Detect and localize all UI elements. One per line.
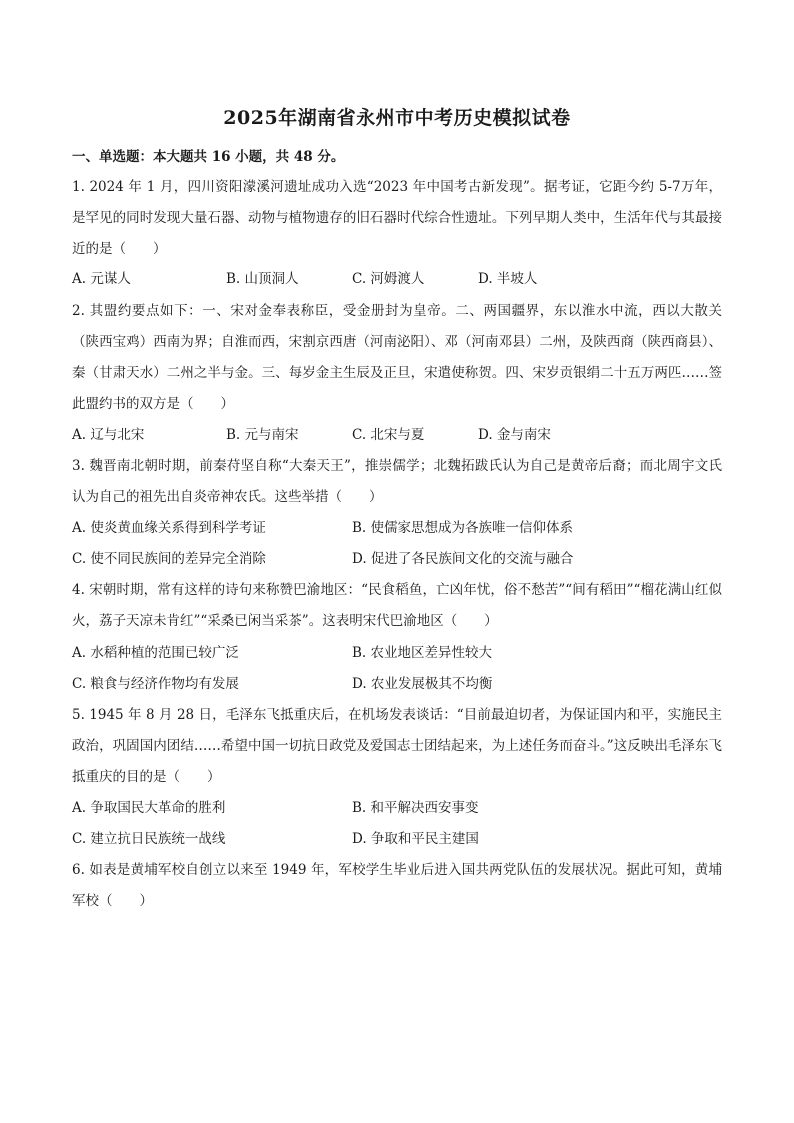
q3-option-d: D. 促进了各民族间文化的交流与融合: [352, 551, 574, 567]
q4-option-a: A. 水稻种植的范围已较广泛: [72, 645, 239, 661]
q2-option-d: D. 金与南宋: [478, 427, 551, 443]
section-heading: 一、单选题：本大题共 16 小题，共 48 分。: [72, 149, 345, 165]
q5-option-a: A. 争取国民大革命的胜利: [72, 800, 226, 816]
q4-option-c: C. 粮食与经济作物均有发展: [72, 676, 239, 692]
question-3-stem: 3. 魏晋南北朝时期，前秦苻坚自称“大秦天王”，推崇儒学；北魏拓跋氏认为自己是黄帝后裔；而北周宇文氏认为自己的祖先出自炎帝神农氏。这些举措（ ）: [72, 458, 722, 505]
q1-option-a: A. 元谋人: [72, 271, 131, 287]
question-5-stem: 5. 1945 年 8 月 28 日，毛泽东飞抵重庆后，在机场发表谈话：“目前最迫切者，为保证国内和平，实施民主政治，巩固国内团结……希望中国一切抗日政党及爱国志士团结起来，为上述任务而奋斗。”这反映出毛泽东飞抵重庆的目的是（ ）: [72, 707, 722, 785]
q2-option-b: B. 元与南宋: [226, 427, 299, 443]
question-6-stem: 6. 如表是黄埔军校自创立以来至 1949 年，军校学生毕业后进入国共两党队伍的发展状况。据此可知，黄埔军校（ ）: [72, 862, 722, 909]
q1-option-d: D. 半坡人: [478, 271, 538, 287]
q4-option-b: B. 农业地区差异性较大: [352, 645, 493, 661]
q2-option-c: C. 北宋与夏: [352, 427, 425, 443]
q4-option-d: D. 农业发展极其不均衡: [352, 676, 493, 692]
question-4-stem: 4. 宋朝时期，常有这样的诗句来称赞巴渝地区：“民食稻鱼，亡凶年忧，俗不愁苦”“间有稻田”“榴花满山红似火，荔子天凉未肯红”“采桑已闲当采茶”。这表明宋代巴渝地区（ ）: [72, 582, 722, 629]
q1-option-c: C. 河姆渡人: [352, 271, 425, 287]
q1-option-b: B. 山顶洞人: [226, 271, 299, 287]
q3-option-c: C. 使不同民族间的差异完全消除: [72, 551, 266, 567]
q5-option-d: D. 争取和平民主建国: [352, 831, 479, 847]
q3-option-b: B. 使儒家思想成为各族唯一信仰体系: [352, 520, 574, 536]
exam-title: 2025年湖南省永州市中考历史模拟试卷: [223, 107, 571, 129]
question-1-stem: 1. 2024 年 1 月，四川资阳濛溪河遗址成功入选“2023 年中国考古新发现”。据考证，它距今约 5-7万年，是罕见的同时发现大量石器、动物与植物遗存的旧石器时代综合性遗址。下列早期人类中，生活年代与其最接近的是（ ）: [72, 179, 722, 257]
question-2-stem: 2. 其盟约要点如下：一、宋对金奉表称臣，受金册封为皇帝。二、两国疆界，东以淮水中流，西以大散关（陕西宝鸡）西南为界；自淮而西，宋割京西唐（河南泌阳）、邓（河南邓县）二州，及陕西商（陕西商县）、秦（甘肃天水）二州之半与金。三、每岁金主生辰及正旦，宋遣使称贺。四、宋岁贡银绢二十五万两匹……签此盟约书的双方是（ ）: [72, 303, 722, 412]
q5-option-c: C. 建立抗日民族统一战线: [72, 831, 226, 847]
q3-option-a: A. 使炎黄血缘关系得到科学考证: [72, 520, 266, 536]
q2-option-a: A. 辽与北宋: [72, 427, 145, 443]
q5-option-b: B. 和平解决西安事变: [352, 800, 479, 816]
